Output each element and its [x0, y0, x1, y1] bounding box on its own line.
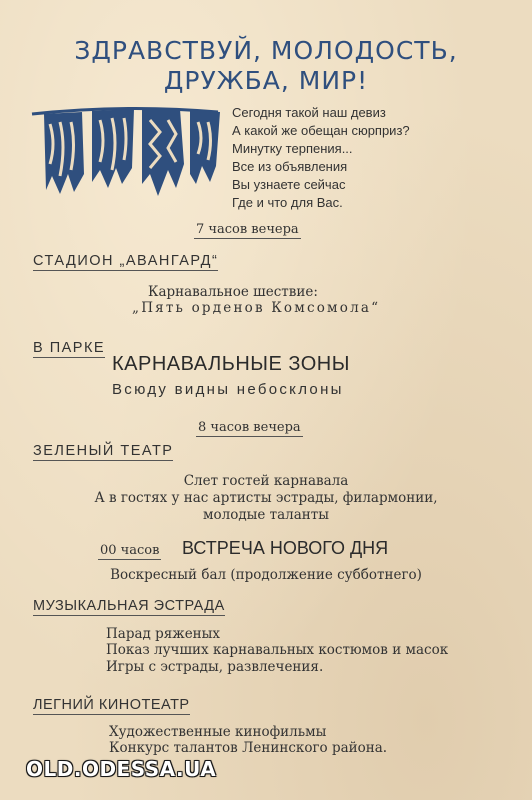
cinema-line-1: Художественные кинофильмы: [109, 724, 327, 740]
poem-line: Минутку терпения...: [232, 141, 353, 156]
time-midnight: 00 часов: [100, 543, 160, 558]
time-8pm: 8 часов вечера: [198, 420, 301, 435]
poem: [232, 104, 410, 212]
poem-line: Вы узнаете сейчас: [232, 177, 346, 192]
estrada-line-2: Показ лучших карнавальных костюмов и масок: [106, 642, 449, 658]
poem-line: Сегодня такой наш девиз: [232, 105, 386, 120]
poem-line: Все из объявления: [232, 159, 348, 174]
time-7pm: 7 часов вечера: [196, 222, 299, 237]
venue-summer-cinema: ЛЕГНИЙ КИНОТЕАТР: [33, 697, 190, 713]
venue-music-estrada: МУЗЫКАЛЬНАЯ ЭСТРАДА: [33, 598, 225, 614]
venue-green-theatre: ЗЕЛЕНЫЙ ТЕАТР: [33, 443, 174, 459]
stadium-line-1: Карнавальное шествие:: [148, 284, 318, 300]
venue-stadium: СТАДИОН „АВАНГАРД“: [33, 253, 219, 269]
park-subheading: Всюду видны небосклоны: [112, 381, 344, 398]
bunting-flags-illustration: [30, 104, 220, 206]
midnight-sub: Воскресный бал (продолжение субботнего): [110, 567, 422, 583]
midnight-heading: ВСТРЕЧА НОВОГО ДНЯ: [182, 538, 389, 558]
theatre-line-1: Слет гостей карнавала: [183, 473, 349, 489]
theatre-line-3: молодые таланты: [202, 507, 330, 523]
poem-line: А какой же обещан сюрприз?: [232, 123, 410, 138]
estrada-line-1: Парад ряженых: [106, 626, 221, 642]
cinema-line-2: Конкурс талантов Ленинского района.: [109, 740, 388, 756]
venue-park: В ПАРКЕ: [33, 340, 106, 356]
estrada-line-3: Игры с эстрады, развлечения.: [106, 659, 324, 675]
title-line-1: ЗДРАВСТВУЙ, МОЛОДОСТЬ,: [74, 36, 458, 65]
theatre-line-2: А в гостях у нас артисты эстрады, филармонии,: [94, 490, 438, 506]
park-heading: КАРНАВАЛЬНЫЕ ЗОНЫ: [112, 353, 350, 375]
stadium-line-2: „Пять орденов Комсомола“: [132, 300, 381, 316]
title-line-2: ДРУЖБА, МИР!: [163, 66, 369, 95]
watermark: OLD.ODESSA.UA: [26, 757, 217, 781]
poem-line: Где и что для Вас.: [232, 195, 343, 210]
